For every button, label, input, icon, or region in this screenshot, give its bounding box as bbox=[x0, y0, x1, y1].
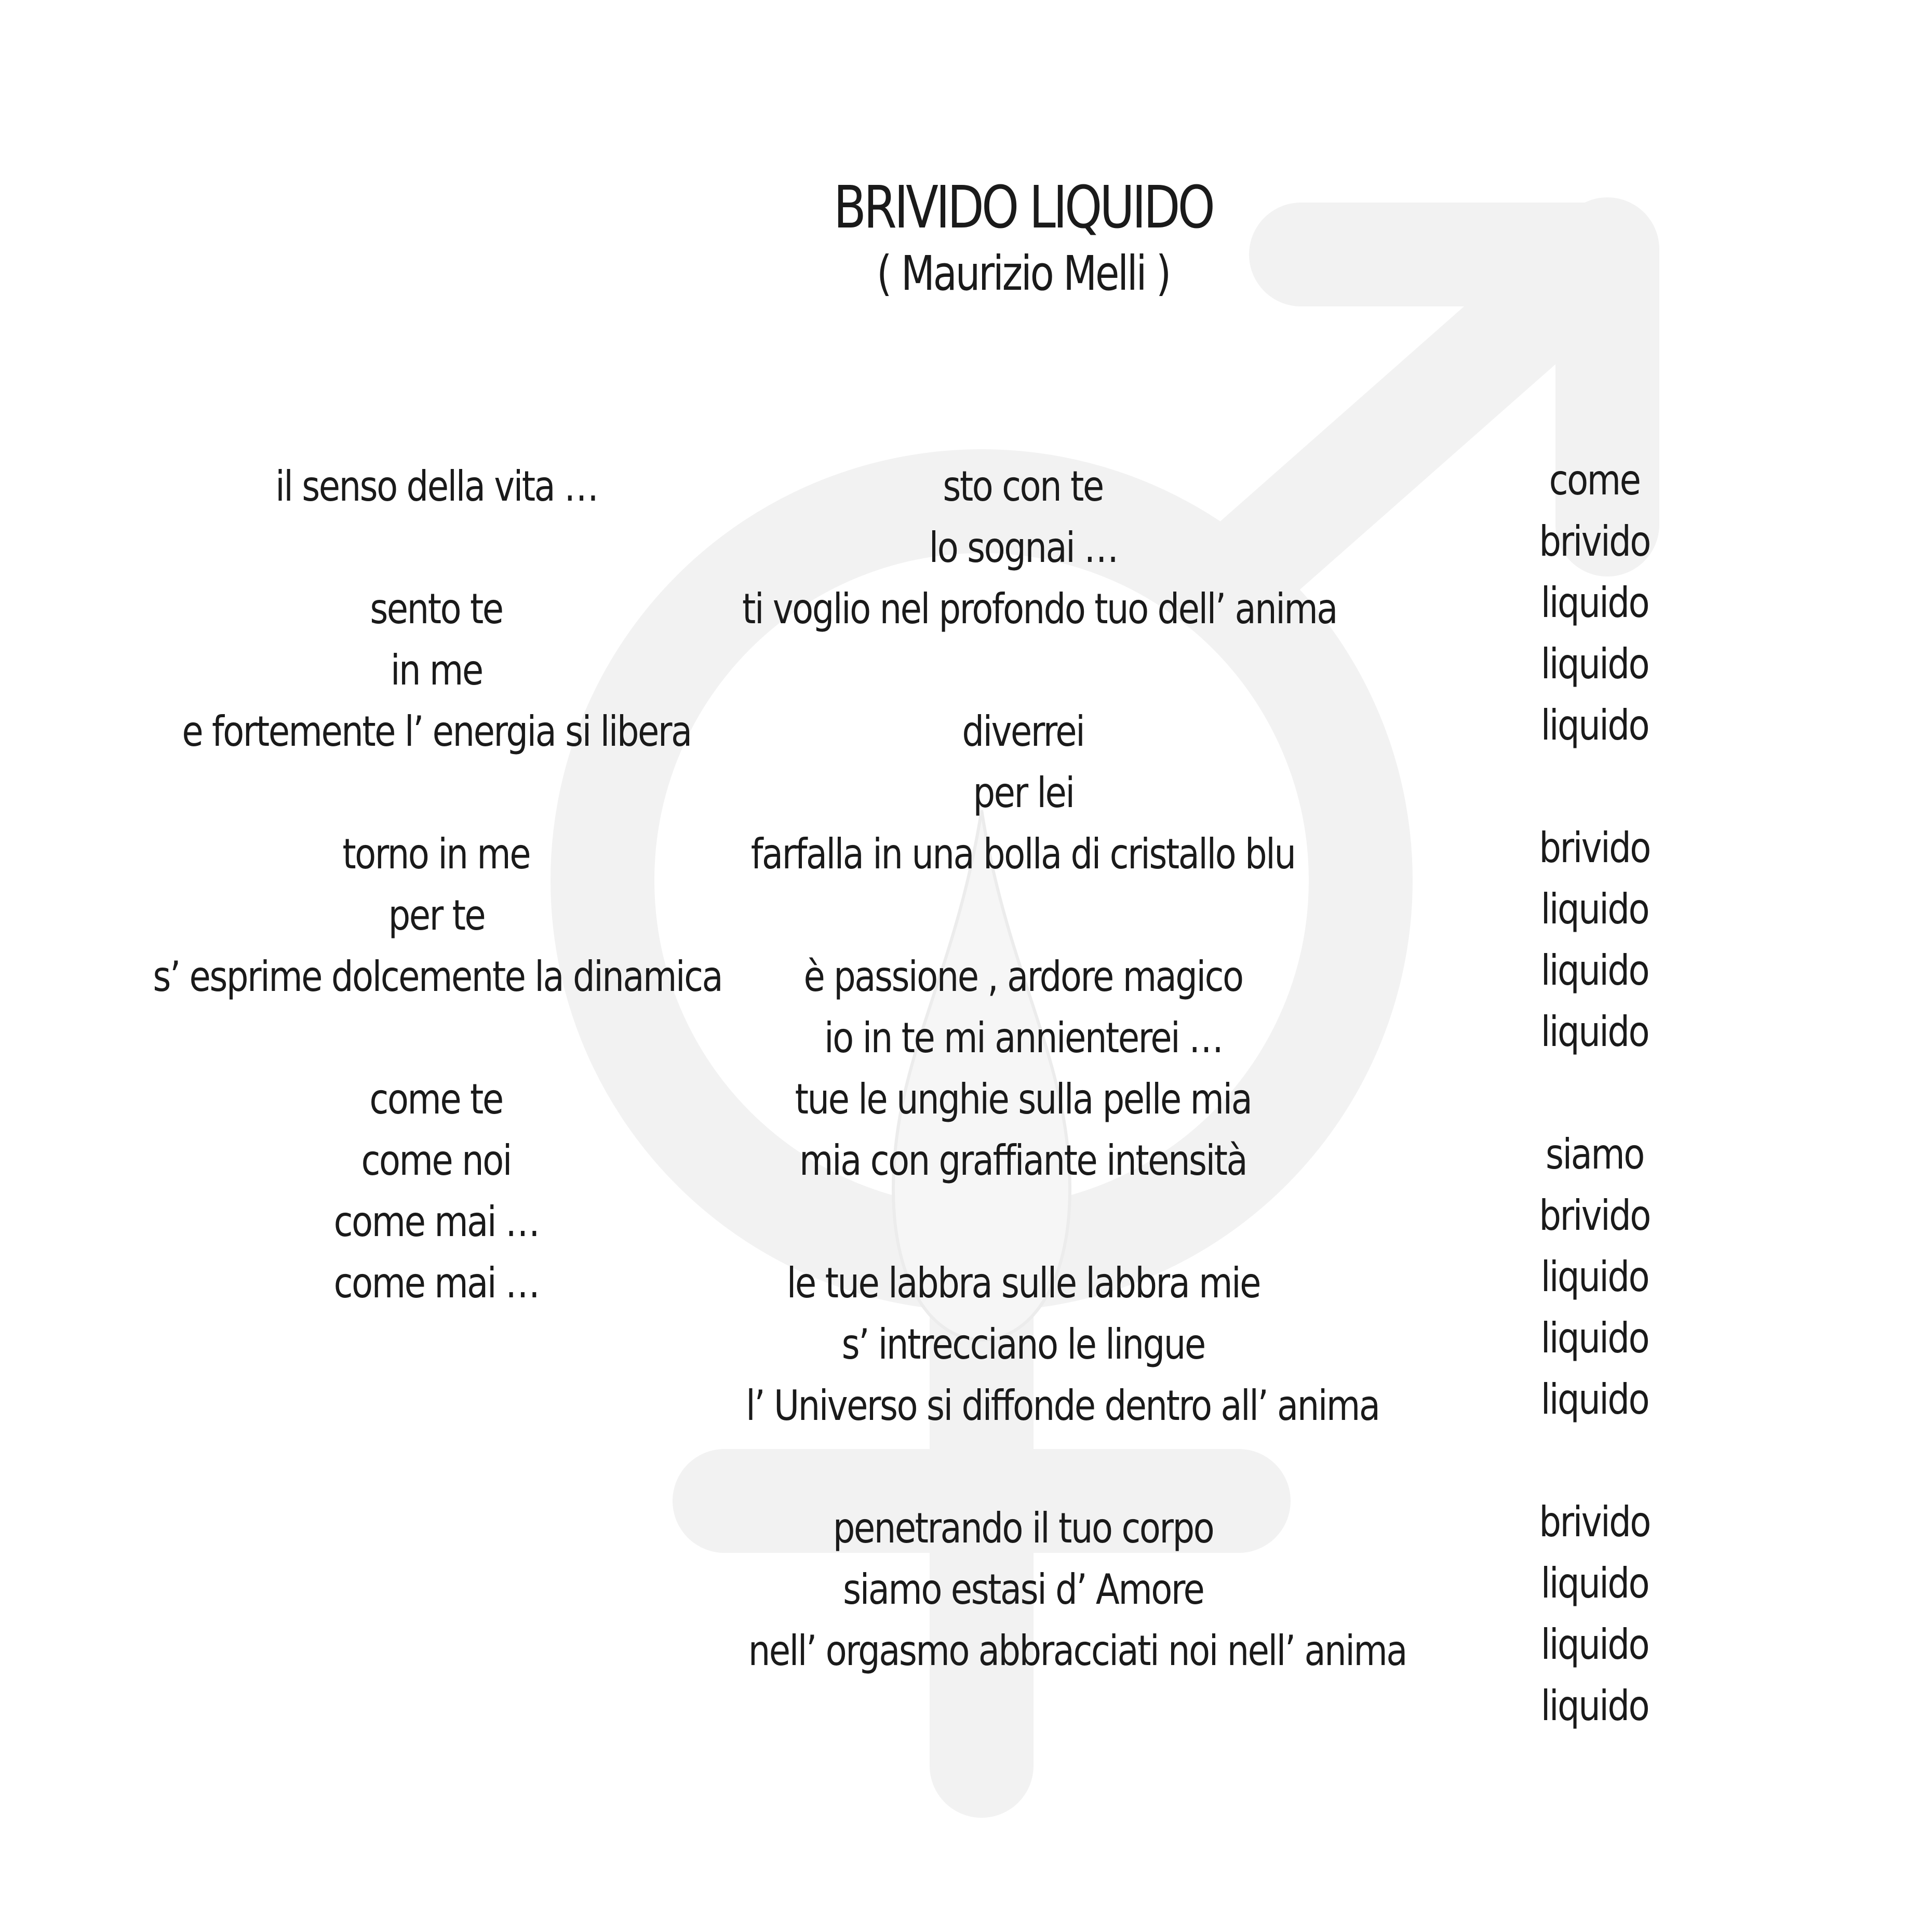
middle-column-line-text: lo sognai … bbox=[929, 524, 1118, 572]
right-column-line bbox=[1475, 817, 1714, 879]
middle-column-line-text: per lei bbox=[972, 769, 1074, 817]
right-column-line bbox=[1475, 879, 1714, 940]
left-column-line-text: s’ esprime dolcemente la dinamica bbox=[153, 952, 722, 1001]
right-column-line bbox=[1475, 1614, 1714, 1675]
middle-column-line bbox=[686, 762, 1361, 824]
right-column-line-text: come bbox=[1549, 456, 1640, 504]
middle-column-line bbox=[686, 1559, 1361, 1620]
middle-column-line-text: ti voglio nel profondo tuo dell’ anima bbox=[742, 585, 1337, 633]
stanza-gap bbox=[686, 1191, 1361, 1253]
right-column-line bbox=[1475, 511, 1714, 572]
middle-column-line bbox=[686, 1008, 1361, 1069]
stanza-gap bbox=[99, 762, 774, 824]
right-column-line-text: brivido bbox=[1539, 517, 1650, 566]
right-column-line-text: liquido bbox=[1540, 1008, 1648, 1056]
stanza-gap bbox=[1475, 1430, 1714, 1492]
middle-column-line-text: tue le unghie sulla pelle mia bbox=[795, 1075, 1252, 1123]
right-column-line-text: liquido bbox=[1540, 579, 1648, 627]
left-column-line-text: come noi bbox=[361, 1136, 512, 1185]
left-column-line-text: e fortemente l’ energia si libera bbox=[181, 707, 691, 756]
middle-column-line-text: le tue labbra sulle labbra mie bbox=[786, 1259, 1260, 1307]
right-column-line-text: liquido bbox=[1540, 1559, 1648, 1607]
middle-column-line bbox=[686, 1314, 1361, 1375]
left-column-line-text: il senso della vita … bbox=[275, 462, 598, 511]
middle-column-line-text: siamo estasi d’ Amore bbox=[842, 1565, 1204, 1614]
right-column bbox=[1475, 450, 1714, 1737]
middle-column-line-text: s’ intrecciano le lingue bbox=[841, 1320, 1205, 1369]
right-column-line-text: liquido bbox=[1540, 1682, 1648, 1730]
right-column-line-text: siamo bbox=[1545, 1130, 1644, 1178]
right-column-line bbox=[1475, 940, 1714, 1001]
right-column-line bbox=[1475, 572, 1714, 634]
left-column-line bbox=[99, 456, 774, 517]
middle-column-line bbox=[686, 579, 1361, 640]
left-column-line bbox=[99, 701, 774, 762]
right-column-line bbox=[1475, 1308, 1714, 1369]
middle-column-line bbox=[686, 1498, 1361, 1559]
left-column-line bbox=[99, 1253, 774, 1314]
stanza-gap bbox=[686, 640, 1361, 701]
middle-column-line-text: è passione , ardore magico bbox=[803, 952, 1243, 1001]
right-column-line bbox=[1475, 1369, 1714, 1430]
stanza-gap bbox=[99, 1008, 774, 1069]
middle-column-line bbox=[686, 1130, 1361, 1191]
right-column-line-text: liquido bbox=[1540, 885, 1648, 933]
poem-header bbox=[758, 174, 1288, 305]
middle-column-line bbox=[686, 456, 1361, 517]
left-column-line bbox=[99, 1130, 774, 1191]
middle-column-line-text: l’ Universo si diffonde dentro all’ anima bbox=[746, 1381, 1379, 1430]
middle-column-line bbox=[686, 1253, 1361, 1314]
left-column-line bbox=[99, 824, 774, 885]
left-column-line bbox=[99, 1191, 774, 1253]
left-column-line bbox=[99, 640, 774, 701]
right-column-line bbox=[1475, 1492, 1714, 1553]
middle-column-line bbox=[686, 1069, 1361, 1130]
right-column-line bbox=[1475, 450, 1714, 511]
stanza-gap bbox=[686, 1437, 1361, 1498]
stanza-gap bbox=[686, 885, 1361, 946]
right-column-line bbox=[1475, 1001, 1714, 1063]
right-column-line-text: liquido bbox=[1540, 1253, 1648, 1301]
poem-title: BRIVIDO LIQUIDO bbox=[833, 174, 1213, 242]
left-column bbox=[99, 456, 774, 1314]
left-column-line-text: torno in me bbox=[342, 830, 530, 878]
stanza-gap bbox=[99, 517, 774, 579]
middle-column-line-text: diverrei bbox=[962, 707, 1084, 756]
right-column-line bbox=[1475, 695, 1714, 756]
left-column-line-text: come te bbox=[369, 1075, 503, 1123]
right-column-line bbox=[1475, 1553, 1714, 1614]
middle-column-line-text: sto con te bbox=[943, 462, 1104, 511]
stanza-gap bbox=[1475, 1063, 1714, 1124]
middle-column-line bbox=[686, 517, 1361, 579]
right-column-line-text: liquido bbox=[1540, 701, 1648, 749]
middle-column-line bbox=[686, 824, 1361, 885]
right-column-line-text: brivido bbox=[1539, 1498, 1650, 1546]
poem-author: ( Maurizio Melli ) bbox=[877, 246, 1170, 301]
left-column-line bbox=[99, 1069, 774, 1130]
middle-column-line bbox=[686, 1620, 1406, 1682]
middle-column-line bbox=[686, 1375, 1379, 1437]
left-column-line-text: sento te bbox=[370, 585, 503, 633]
right-column-line-text: brivido bbox=[1539, 824, 1650, 872]
left-column-line-text: come mai … bbox=[333, 1198, 539, 1246]
middle-column-line-text: penetrando il tuo corpo bbox=[833, 1504, 1214, 1552]
middle-column-line-text: mia con graffiante intensità bbox=[799, 1136, 1247, 1185]
right-column-line bbox=[1475, 1675, 1714, 1737]
right-column-line-text: liquido bbox=[1540, 1314, 1648, 1362]
stanza-gap bbox=[1475, 756, 1714, 817]
left-column-line bbox=[99, 885, 774, 946]
right-column-line-text: liquido bbox=[1540, 640, 1648, 688]
right-column-line-text: liquido bbox=[1540, 1620, 1648, 1669]
right-column-line-text: liquido bbox=[1540, 1375, 1648, 1424]
middle-column-line bbox=[686, 701, 1361, 762]
middle-column-line-text: nell’ orgasmo abbracciati noi nell’ anima bbox=[748, 1627, 1406, 1675]
middle-column-line-text: farfalla in una bolla di cristallo blu bbox=[751, 830, 1295, 878]
left-column-line-text: in me bbox=[390, 646, 482, 694]
left-column-line-text: come mai … bbox=[333, 1259, 539, 1307]
middle-column bbox=[686, 456, 1406, 1682]
left-column-line bbox=[99, 946, 774, 1008]
middle-column-line-text: io in te mi annienterei … bbox=[824, 1014, 1223, 1062]
right-column-line bbox=[1475, 1246, 1714, 1308]
right-column-line-text: brivido bbox=[1539, 1191, 1650, 1240]
left-column-line bbox=[99, 579, 774, 640]
right-column-line bbox=[1475, 1124, 1714, 1185]
right-column-line-text: liquido bbox=[1540, 946, 1648, 995]
right-column-line bbox=[1475, 634, 1714, 695]
middle-column-line bbox=[686, 946, 1361, 1008]
left-column-line-text: per te bbox=[388, 891, 485, 940]
right-column-line bbox=[1475, 1185, 1714, 1246]
